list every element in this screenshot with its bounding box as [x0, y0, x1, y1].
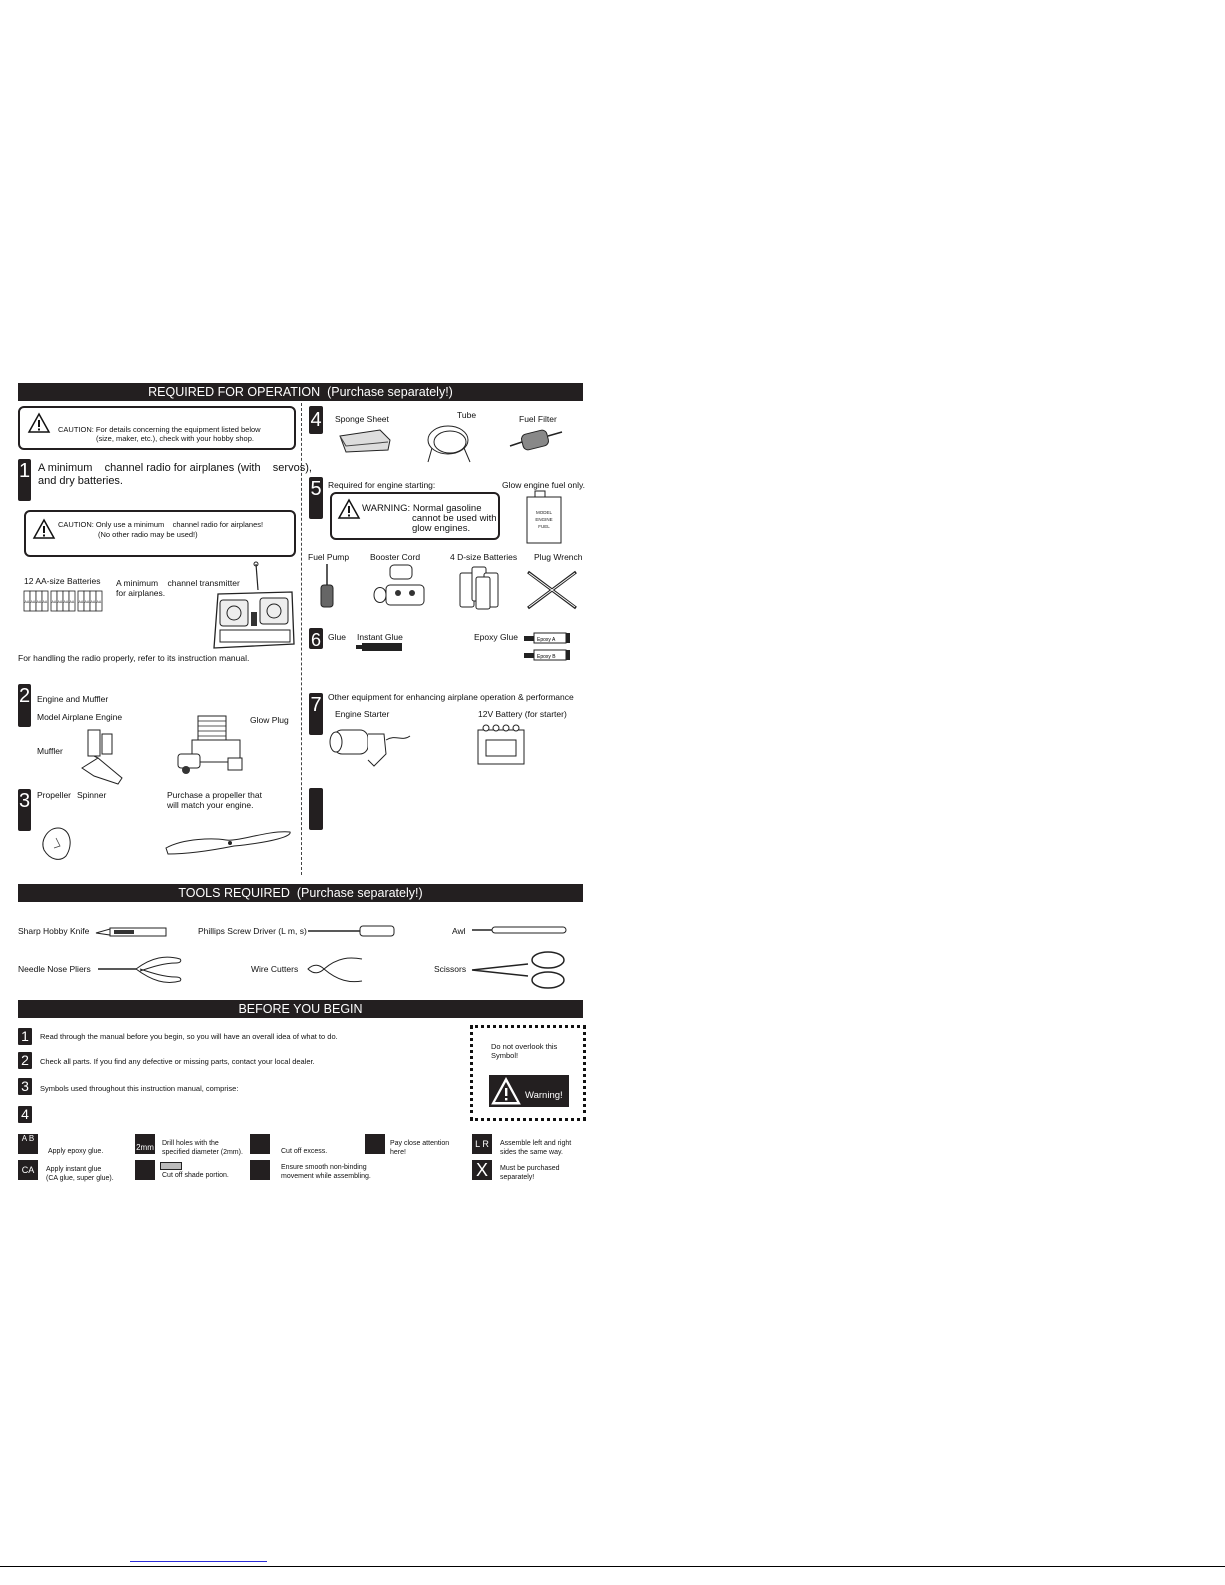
tools-header [18, 884, 583, 902]
needle-nose-pliers-label: Needle Nose Pliers [18, 964, 91, 974]
footer-link-underline[interactable] [130, 1561, 267, 1562]
engine-icon [176, 712, 248, 778]
begin-step-number-3: 3 [18, 1078, 32, 1095]
other-equipment-label: Other equipment for enhancing airplane operation & performance [328, 692, 574, 702]
engine-starting-label: Required for engine starting: [328, 480, 436, 490]
caution-text-1: CAUTION: For details concerning the equipment listed below [58, 425, 261, 434]
scissors-label: Scissors [434, 964, 467, 974]
engine-starter-icon [326, 720, 412, 768]
footer-rule [0, 1566, 1225, 1567]
tools-header-sub: (Purchase separately!) [296, 886, 423, 900]
glow-plug-label: Glow Plug [250, 715, 289, 725]
smooth-movement-icon [250, 1160, 270, 1180]
booster-cord-icon [372, 563, 428, 611]
step-number-7: 7 [309, 693, 323, 735]
symbol-drill-label-1: Drill holes with the [162, 1140, 219, 1147]
svg-text:AA: AA [78, 600, 84, 604]
warning-triangle-icon [33, 519, 55, 539]
svg-text:Epoxy A: Epoxy A [537, 637, 556, 643]
awl-icon [472, 925, 568, 935]
step-number-blank [309, 788, 323, 830]
shade-cut-icon [135, 1160, 155, 1180]
aa-batteries-icon [24, 590, 104, 612]
symbol-instant-label-1: Apply instant glue [46, 1166, 102, 1173]
symbol-smooth-label-1: Ensure smooth non-binding [281, 1164, 367, 1171]
pointing-hand-icon [365, 1134, 385, 1154]
fuel-pump-icon [318, 563, 336, 611]
overlook-text-1: Do not overlook this [491, 1042, 558, 1051]
wire-cutters-label: Wire Cutters [251, 964, 299, 974]
svg-text:AA: AA [24, 600, 30, 604]
booster-cord-label: Booster Cord [370, 552, 421, 562]
glow-fuel-label: Glow engine fuel only. [502, 480, 586, 490]
engine-muffler-title: Engine and Muffler [37, 694, 109, 704]
symbol-epoxy-label: Apply epoxy glue. [48, 1148, 104, 1155]
svg-text:AA: AA [51, 600, 57, 604]
step-number-5: 5 [309, 477, 323, 519]
hobby-knife-icon [96, 925, 168, 937]
begin-step-number-1: 1 [18, 1028, 32, 1045]
tube-label: Tube [457, 410, 477, 420]
symbol-lr-label-1: Assemble left and right [500, 1140, 572, 1147]
epoxy-glue-icon: A B [18, 1134, 38, 1154]
symbol-cut-label: Cut off excess. [281, 1148, 328, 1155]
spinner-label: Spinner [77, 790, 107, 800]
transmitter-label-2: for airplanes. [116, 588, 166, 598]
svg-text:AA: AA [63, 600, 69, 604]
begin-step-number-2: 2 [18, 1052, 32, 1069]
section1-text: A minimum channel radio for airplanes (with servos), and dry batteries. [38, 462, 312, 487]
spinner-icon [40, 826, 76, 862]
warning-triangle-icon [490, 1076, 522, 1106]
svg-text:ENGINE: ENGINE [535, 517, 553, 522]
symbol-smooth-label-2: movement while assembling. [281, 1173, 371, 1180]
battery-12v-label: 12V Battery (for starter) [478, 709, 567, 719]
hobby-knife-label: Sharp Hobby Knife [18, 926, 90, 936]
wire-cutters-icon [306, 955, 364, 985]
awl-label: Awl [452, 926, 466, 936]
warning-badge-label: Warning! [525, 1090, 563, 1101]
symbol-attention-label-1: Pay close attention [390, 1140, 450, 1147]
begin-step-2: Check all parts. If you find any defective or missing parts, contact your local dealer. [40, 1057, 315, 1066]
propeller-label: Propeller [37, 790, 72, 800]
fuel-filter-label: Fuel Filter [519, 414, 557, 424]
engine-starter-label: Engine Starter [335, 709, 390, 719]
fuel-pump-label: Fuel Pump [308, 552, 350, 562]
symbol-shade-label: Cut off shade portion. [162, 1172, 229, 1179]
glue-label: Glue [328, 632, 346, 642]
operation-header-sub: (Purchase separately!) [327, 385, 453, 399]
propeller-note-1: Purchase a propeller that [167, 790, 262, 800]
step-number-1: 1 [18, 459, 31, 501]
symbol-lr-label-2: sides the same way. [500, 1149, 563, 1156]
symbol-instant-label-2: (CA glue, super glue). [46, 1175, 114, 1182]
sponge-icon [336, 428, 392, 454]
d-batteries-icon [458, 563, 504, 611]
muffler-icon [78, 728, 128, 786]
svg-text:AA: AA [42, 600, 48, 604]
tube-icon [424, 420, 474, 464]
warning-triangle-icon [338, 499, 360, 519]
step-number-3: 3 [18, 789, 31, 831]
left-right-icon: L R [472, 1134, 492, 1154]
svg-text:AA: AA [84, 600, 90, 604]
drill-icon: 2mm [135, 1134, 155, 1154]
instant-glue-label: Instant Glue [357, 632, 403, 642]
battery-12v-icon [476, 720, 526, 766]
fuel-filter-icon [510, 426, 562, 452]
sponge-label: Sponge Sheet [335, 414, 389, 424]
fuel-warning-line3: glow engines. [412, 523, 471, 534]
caution-text-2: (size, maker, etc.), check with your hobby shop. [96, 434, 254, 443]
screwdriver-icon [308, 925, 396, 937]
shade-swatch [160, 1162, 182, 1170]
warning-triangle-icon [28, 413, 50, 433]
d-batteries-label: 4 D-size Batteries [450, 552, 518, 562]
transmitter-label-1: A minimum channel transmitter [116, 578, 240, 588]
propeller-icon [164, 828, 294, 856]
purchase-separately-icon: X [472, 1160, 492, 1180]
begin-step-1: Read through the manual before you begin, so you will have an overall idea of what to do. [40, 1032, 338, 1041]
overlook-text-2: Symbol! [491, 1051, 519, 1060]
scissors-icon [472, 950, 568, 990]
fuel-warning-box [330, 492, 500, 540]
propeller-note-2: will match your engine. [167, 800, 254, 810]
step-number-4: 4 [309, 406, 323, 434]
svg-text:Epoxy B: Epoxy B [537, 654, 556, 660]
caution-box [18, 406, 296, 450]
svg-text:AA: AA [90, 600, 96, 604]
needle-nose-pliers-icon [96, 955, 182, 987]
symbol-drill-label-2: specified diameter (2mm). [162, 1149, 243, 1156]
aa-batteries-label: 12 AA-size Batteries [24, 576, 101, 586]
transmitter-icon [210, 562, 296, 650]
begin-header [18, 1000, 583, 1018]
begin-header-title: BEFORE YOU BEGIN [238, 1002, 363, 1016]
fuel-can-icon [525, 490, 563, 546]
radio-caution-box [24, 510, 296, 557]
begin-step-number-4: 4 [18, 1106, 32, 1123]
plug-wrench-icon [524, 570, 580, 610]
svg-text:MODEL: MODEL [535, 510, 553, 515]
svg-text:AA: AA [36, 600, 42, 604]
svg-text:FUEL: FUEL [538, 524, 550, 529]
svg-text:AA: AA [57, 600, 63, 604]
operation-header [18, 383, 583, 401]
begin-step-3: Symbols used throughout this instruction manual, comprise: [40, 1084, 239, 1093]
symbol-attention-label-2: here! [390, 1149, 406, 1156]
instant-glue-icon: CA [18, 1160, 38, 1180]
engine-label: Model Airplane Engine [37, 712, 123, 722]
fuel-warning-line1: WARNING: Normal gasoline [362, 503, 482, 514]
epoxy-glue-label: Epoxy Glue [474, 632, 518, 642]
instant-glue-icon [356, 643, 404, 651]
svg-text:AA: AA [69, 600, 75, 604]
tools-header-title: TOOLS REQUIRED [178, 886, 290, 900]
fuel-warning-line2: cannot be used with [412, 513, 497, 524]
screwdriver-label: Phillips Screw Driver (L m, s) [198, 926, 307, 936]
symbol-purchase-label-2: separately! [500, 1174, 535, 1181]
symbol-purchase-label-1: Must be purchased [500, 1165, 560, 1172]
step-number-2: 2 [18, 684, 31, 727]
epoxy-tubes-icon [524, 633, 572, 663]
svg-text:AA: AA [96, 600, 102, 604]
radio-caution-line1: CAUTION: Only use a minimum channel radio for airplanes! [58, 520, 264, 529]
plug-wrench-label: Plug Wrench [534, 552, 583, 562]
radio-caution-line2: (No other radio may be used!) [98, 530, 198, 539]
step-number-6: 6 [310, 630, 321, 650]
radio-handling-note: For handling the radio properly, refer to its instruction manual. [18, 653, 250, 663]
operation-header-title: REQUIRED FOR OPERATION [148, 385, 321, 399]
warning-symbol-box [470, 1025, 586, 1121]
svg-text:AA: AA [30, 600, 36, 604]
warning-badge [489, 1075, 569, 1107]
muffler-label: Muffler [37, 746, 63, 756]
cut-excess-icon [250, 1134, 270, 1154]
